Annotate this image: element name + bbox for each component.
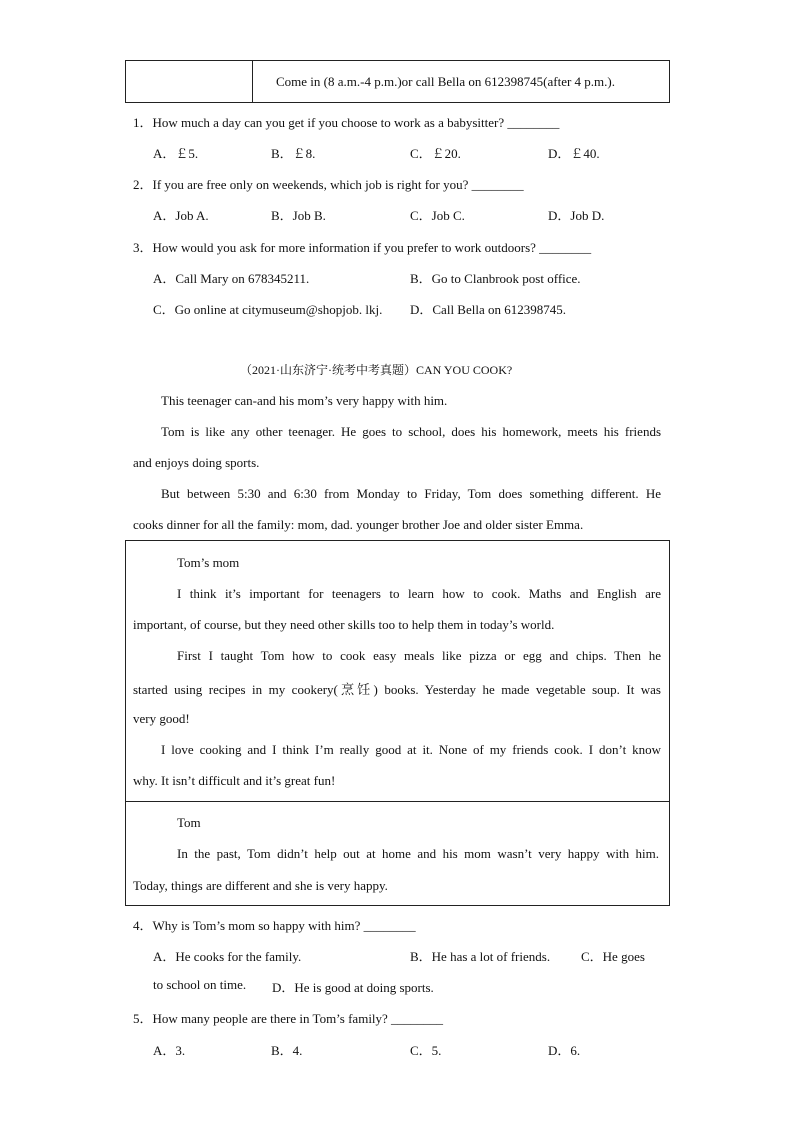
q4-option-b: B．He has a lot of friends. — [410, 949, 551, 964]
mom-line-1: I think it’s important for teenagers to learn how to cook. Maths and English are — [177, 586, 661, 601]
top-table-right-cell: Come in (8 a.m.-4 p.m.)or call Bella on 612398745(after 4 p.m.). — [276, 74, 616, 89]
q4-option-c: C．He goes — [581, 949, 645, 964]
passage-heading: （2021·山东济宁·统考中考真题）CAN YOU COOK? — [240, 363, 513, 377]
top-table-divider — [252, 60, 253, 103]
mom-line-6: I love cooking and I think I’m really good at it. None of my friends cook. I don’t know — [161, 742, 661, 757]
tom-line-2: Today, things are different and she is very happy. — [133, 878, 388, 893]
q3-option-c: C．Go online at citymuseum@shopjob. lkj. — [153, 302, 383, 317]
q4-option-d: D．He is good at doing sports. — [272, 980, 434, 995]
passage-paragraph-2-line-2: and enjoys doing sports. — [133, 455, 260, 470]
q3-option-d: D．Call Bella on 612398745. — [410, 302, 566, 317]
q3-option-a: A．Call Mary on 678345211. — [153, 271, 310, 286]
passage-paragraph-3-line-1: But between 5:30 and 6:30 from Monday to Friday, Tom does something different. He — [161, 486, 661, 501]
mom-line-2: important, of course, but they need other skills too to help them in today’s world. — [133, 617, 555, 632]
q2-option-b: B．Job B. — [271, 208, 326, 223]
q2-option-c: C．Job C. — [410, 208, 465, 223]
q5-option-a: A．3. — [153, 1043, 186, 1058]
q4-option-c-continued: to school on time. — [153, 977, 247, 992]
question-3: 3．How would you ask for more information if you prefer to work outdoors? ________ — [133, 240, 592, 255]
tom-line-1: In the past, Tom didn’t help out at home and his mom wasn’t very happy with him. — [177, 846, 659, 861]
q1-option-b: B．￡8. — [271, 146, 316, 161]
q3-option-b: B．Go to Clanbrook post office. — [410, 271, 581, 286]
mom-label: Tom’s mom — [177, 555, 240, 570]
passage-paragraph-2-line-1: Tom is like any other teenager. He goes to school, does his homework, meets his friends — [161, 424, 661, 439]
mom-line-3: First I taught Tom how to cook easy meals like pizza or egg and chips. Then he — [177, 648, 661, 663]
mom-line-4: started using recipes in my cookery(烹饪) books. Yesterday he made vegetable soup. It was — [133, 682, 661, 697]
q2-option-d: D．Job D. — [548, 208, 605, 223]
mom-line-7: why. It isn’t difficult and it’s great fun! — [133, 773, 336, 788]
tom-label: Tom — [177, 815, 201, 830]
q1-option-a: A．￡5. — [153, 146, 199, 161]
question-5: 5．How many people are there in Tom’s family? ________ — [133, 1011, 444, 1026]
q5-option-b: B．4. — [271, 1043, 303, 1058]
q4-option-a: A．He cooks for the family. — [153, 949, 302, 964]
mom-line-5: very good! — [133, 711, 190, 726]
question-4: 4．Why is Tom’s mom so happy with him? ________ — [133, 918, 416, 933]
quotes-table-divider — [125, 801, 670, 802]
q1-option-c: C．￡20. — [410, 146, 461, 161]
q1-option-d: D．￡40. — [548, 146, 600, 161]
question-2: 2．If you are free only on weekends, which job is right for you? ________ — [133, 177, 524, 192]
question-1: 1．How much a day can you get if you choose to work as a babysitter? ________ — [133, 115, 560, 130]
passage-paragraph-1: This teenager can-and his mom’s very happy with him. — [161, 393, 448, 408]
q2-option-a: A．Job A. — [153, 208, 209, 223]
q5-option-d: D．6. — [548, 1043, 581, 1058]
passage-paragraph-3-line-2: cooks dinner for all the family: mom, dad. younger brother Joe and older sister Emma. — [133, 517, 584, 532]
q5-option-c: C．5. — [410, 1043, 442, 1058]
